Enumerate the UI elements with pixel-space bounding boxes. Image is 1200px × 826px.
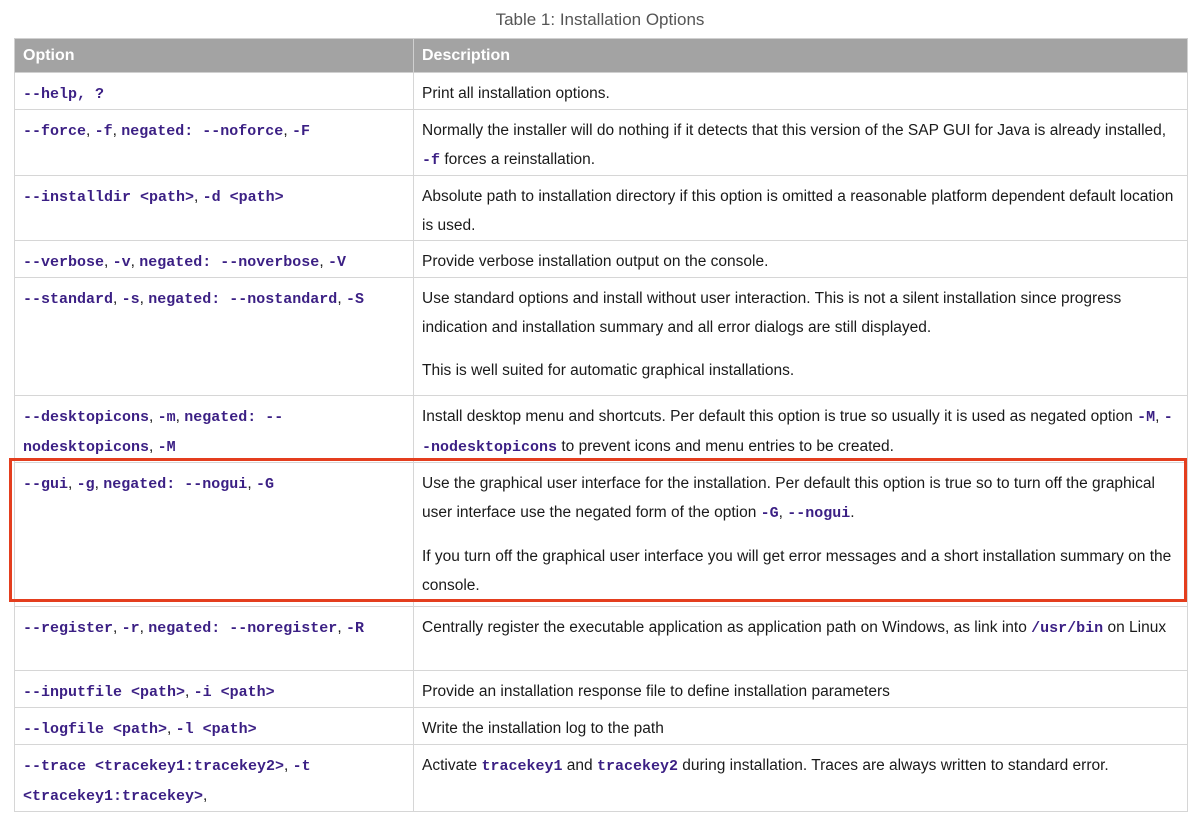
plain-text: Provide an installation response file to define installation parameters [422,683,890,700]
option-cell [15,278,414,396]
plain-text: Use the graphical user interface for the installation. Per default this option is true so to turn off the graphical user interface use the negated form of the option [422,475,1155,521]
plain-text: Use standard options and install without user interaction. This is not a silent installation since progress indication and installation summary and all error dialogs are still displayed. [422,290,1122,336]
plain-text: forces a reinstallation. [440,151,596,168]
code-text: -f [422,152,441,169]
code-text: -g [76,476,95,493]
column-header-description: Description [414,39,1188,73]
table-row [15,607,1188,671]
description-cell [414,73,1188,110]
plain-text: , [104,253,113,270]
plain-text: , [167,720,176,737]
code-text: -M [157,439,176,456]
code-text: -i <path> [193,684,275,701]
plain-text: Normally the installer will do nothing if it detects that this version of the SAP GUI for Java is already installed, [422,122,1167,139]
code-text: --inputfile <path> [23,684,186,701]
description-paragraph [422,116,1179,175]
description-cell [414,110,1188,176]
plain-text: , [149,438,158,455]
table-row [15,745,1188,812]
code-text: -M [1137,409,1156,426]
description-paragraph [422,79,1179,108]
plain-text: , [175,408,185,425]
code-text: -m [157,409,176,426]
description-cell [414,396,1188,463]
plain-text: , [337,290,346,307]
table-row [15,176,1188,241]
plain-text: , [113,619,122,636]
plain-text: , [778,504,788,521]
table-row [15,241,1188,278]
code-text: --force [23,123,87,140]
code-text: --trace <tracekey1:tracekey2> [23,758,285,775]
table-header-row [15,39,1188,73]
table-row [15,708,1188,745]
code-text: --help, ? [23,86,105,103]
plain-text: Activate [422,757,482,774]
description-cell [414,671,1188,708]
plain-text: , [68,475,77,492]
description-paragraph [422,469,1179,528]
plain-text: and [562,757,597,774]
option-cell [15,463,414,607]
code-text: -l <path> [175,721,257,738]
description-cell [414,745,1188,812]
plain-text: , [337,619,346,636]
description-paragraph [422,714,1179,743]
option-cell [15,607,414,671]
code-text: --desktopicons [23,409,150,426]
description-paragraph [422,751,1179,781]
plain-text: , [283,122,292,139]
plain-text: , [1155,408,1164,425]
code-text: --logfile <path> [23,721,168,738]
plain-text: , [86,122,95,139]
code-text: /usr/bin [1031,620,1104,637]
code-text: tracekey1 [481,758,563,775]
plain-text: , [149,408,158,425]
code-text: --gui [23,476,69,493]
plain-text: , [139,619,149,636]
table-row [15,110,1188,176]
description-cell [414,278,1188,396]
description-cell [414,241,1188,278]
plain-text: , [284,757,293,774]
plain-text: to prevent icons and menu entries to be created. [557,438,894,455]
plain-text: , [139,290,149,307]
option-cell [15,176,414,241]
plain-text: , [194,188,203,205]
description-paragraph [422,284,1179,342]
column-header-option: Option [15,39,414,73]
description-cell [414,708,1188,745]
option-cell [15,671,414,708]
option-cell [15,110,414,176]
plain-text: on Linux [1103,619,1167,636]
code-text: -R [345,620,364,637]
description-paragraph [422,356,1179,385]
code-text: --nogui [787,505,851,522]
plain-text: , [319,253,328,270]
code-text: negated: --nogui [103,476,248,493]
option-cell [15,241,414,278]
code-text: negated: --noverbose [139,254,320,271]
plain-text: , [94,475,104,492]
table-row [15,671,1188,708]
code-text: negated: --noforce [121,123,284,140]
table-row [15,278,1188,396]
code-text: --nodesktopicons [422,409,1173,456]
description-paragraph [422,677,1179,706]
code-text: -r [121,620,140,637]
plain-text: Centrally register the executable application as application path on Windows, as link into [422,619,1032,636]
code-text: negated: --noregister [148,620,338,637]
plain-text: , [185,683,194,700]
description-paragraph [422,182,1179,240]
code-text: -F [291,123,310,140]
code-text: -s [121,291,140,308]
option-cell [15,73,414,110]
table-row [15,73,1188,110]
plain-text: , [112,122,122,139]
code-text: --installdir <path> [23,189,195,206]
code-text: -d <path> [202,189,284,206]
description-paragraph [422,542,1179,600]
plain-text: If you turn off the graphical user interface you will get error messages and a short installation summary on the console. [422,548,1172,594]
plain-text: Absolute path to installation directory if this option is omitted a reasonable platform dependent default location is used. [422,188,1174,234]
code-text: -S [345,291,364,308]
plain-text: during installation. Traces are always written to standard error. [677,757,1109,774]
table-row [15,463,1188,607]
option-cell [15,745,414,812]
plain-text: , [247,475,256,492]
plain-text: , [130,253,140,270]
code-text: negated: --nostandard [148,291,338,308]
code-text: --register [23,620,114,637]
code-text: -G [255,476,274,493]
description-cell [414,607,1188,671]
plain-text: Print all installation options. [422,85,610,102]
code-text: tracekey2 [596,758,678,775]
plain-text: This is well suited for automatic graphical installations. [422,362,795,379]
code-text: -t <tracekey1:tracekey> [23,758,311,805]
description-cell [414,463,1188,607]
plain-text: , [203,787,208,804]
code-text: -v [112,254,131,271]
code-text: -V [327,254,346,271]
option-cell [15,708,414,745]
plain-text: Provide verbose installation output on the console. [422,253,769,270]
code-text: -f [94,123,113,140]
description-paragraph [422,613,1179,643]
plain-text: Write the installation log to the path [422,720,664,737]
plain-text: . [850,504,855,521]
installation-options-table [14,38,1188,812]
code-text: negated: --nodesktopicons [23,409,284,456]
plain-text: Install desktop menu and shortcuts. Per default this option is true so usually it is used as negated option [422,408,1138,425]
description-paragraph [422,247,1179,276]
plain-text: , [113,290,122,307]
table-caption: Table 1: Installation Options [495,10,705,29]
code-text: --verbose [23,254,105,271]
description-paragraph [422,402,1179,462]
option-cell [15,396,414,463]
table-row [15,396,1188,463]
code-text: -G [760,505,779,522]
description-cell [414,176,1188,241]
code-text: --standard [23,291,114,308]
